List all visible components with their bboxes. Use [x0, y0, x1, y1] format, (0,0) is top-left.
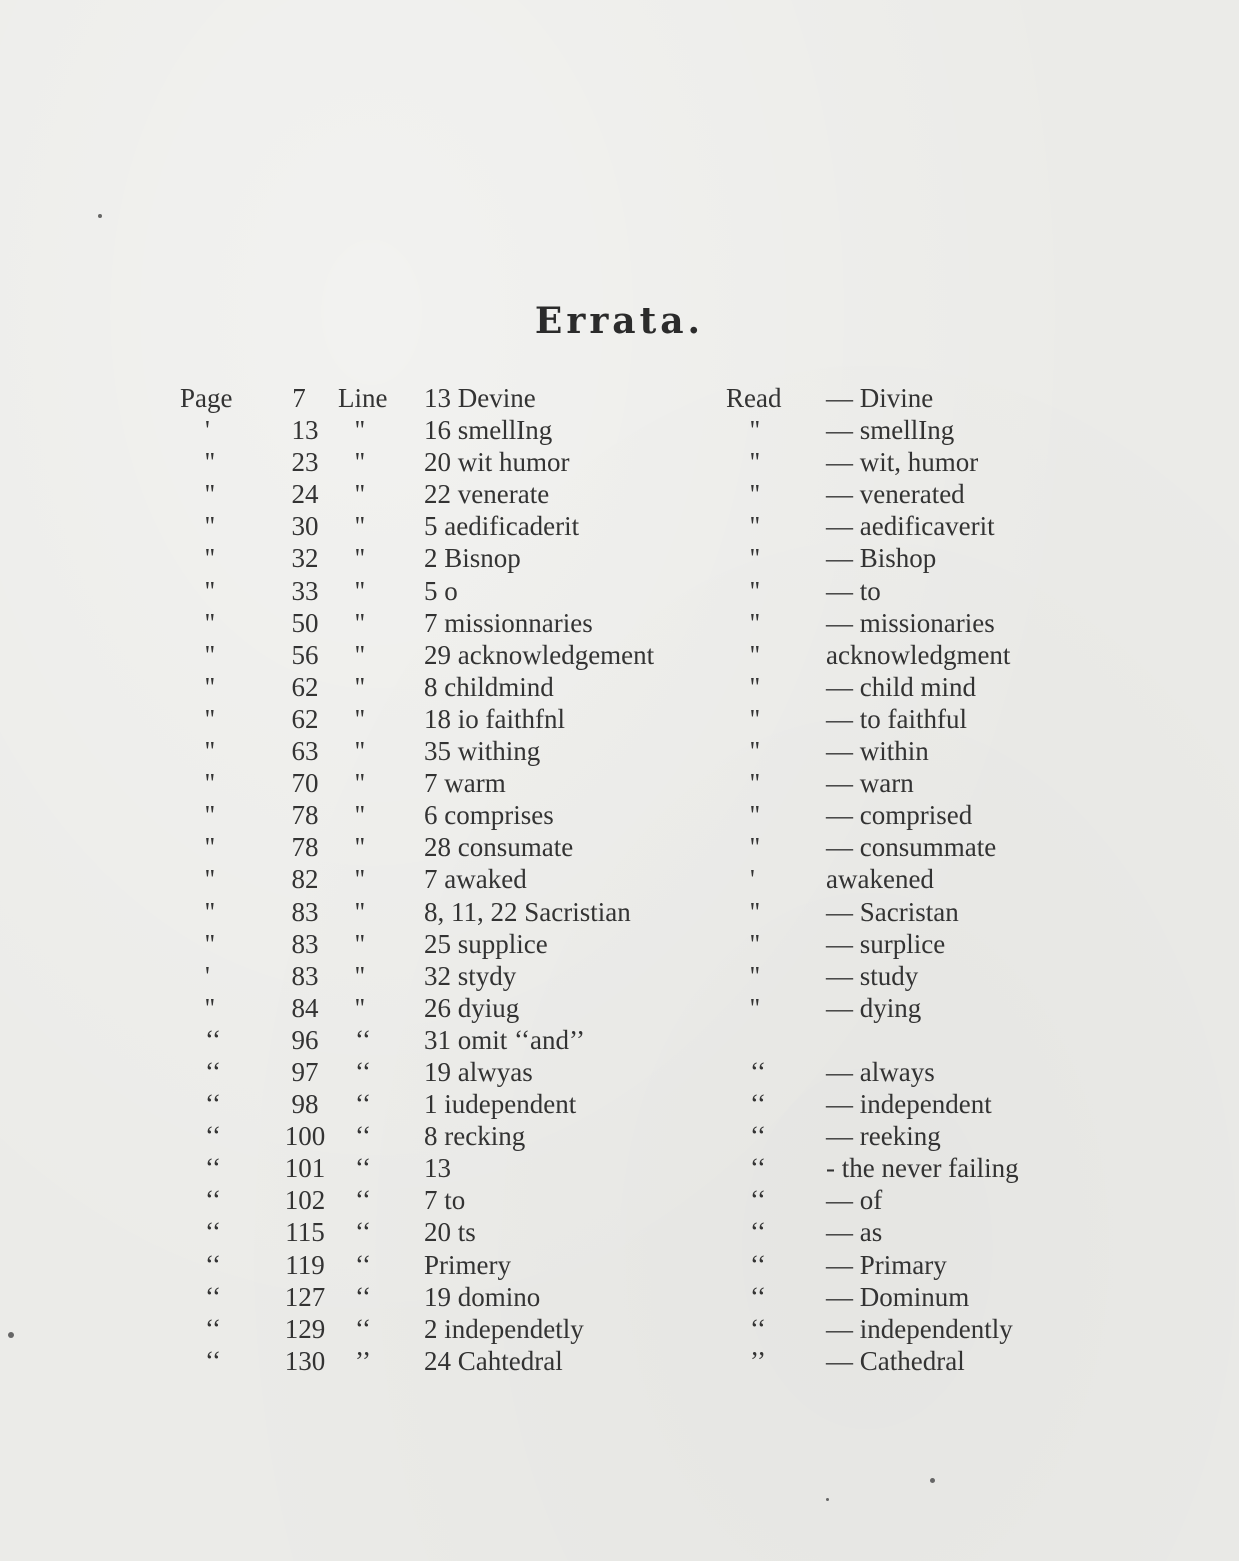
page-ditto-mark: ‘‘ [205, 1153, 221, 1184]
errata-correction: — study [826, 960, 919, 991]
errata-page-number: 102 [284, 1185, 326, 1216]
read-ditto-mark: ‘‘ [750, 1249, 766, 1280]
read-ditto-mark: '' [750, 992, 760, 1023]
errata-line-text: 7 awaked [424, 864, 527, 895]
read-ditto-mark: ‘‘ [750, 1153, 766, 1184]
errata-correction: — missionaries [826, 607, 995, 638]
errata-row [0, 928, 1239, 960]
errata-line-text: 5 aedificaderit [424, 511, 580, 542]
read-ditto-mark: '' [750, 703, 760, 734]
errata-line-text: 31 omit ‘‘and’’ [424, 1024, 585, 1055]
errata-line-text: 2 independetly [424, 1313, 584, 1344]
errata-page-number: 23 [291, 447, 319, 478]
errata-row [0, 671, 1239, 703]
page-ditto-mark: '' [205, 928, 215, 959]
read-ditto-mark: ' [750, 864, 755, 895]
errata-row [0, 414, 1239, 446]
page-ditto-mark: '' [205, 479, 215, 510]
errata-page-number: 78 [291, 800, 319, 831]
read-ditto-mark: '' [750, 607, 760, 638]
errata-line-text: 8, 11, 22 Sacristian [424, 896, 631, 927]
errata-line-text: 2 Bisnop [424, 543, 521, 574]
errata-row [0, 1281, 1239, 1313]
errata-row [0, 1120, 1239, 1152]
errata-page-number: 62 [291, 671, 319, 702]
errata-correction: acknowledgment [826, 639, 1011, 670]
read-ditto-mark: '' [750, 960, 760, 991]
line-ditto-mark: ‘‘ [355, 1056, 371, 1087]
errata-correction: awakened [826, 864, 934, 895]
line-label: Line [338, 383, 388, 413]
page-ditto-mark: '' [205, 703, 215, 734]
errata-row [0, 478, 1239, 510]
errata-correction: — independently [826, 1313, 1013, 1344]
errata-line-text: 20 wit humor [424, 447, 570, 478]
errata-correction: — reeking [826, 1121, 941, 1152]
line-ditto-mark: '' [355, 415, 365, 446]
errata-correction: — within [826, 736, 929, 767]
errata-correction: — consummate [826, 832, 997, 863]
errata-row [0, 1345, 1239, 1377]
errata-page-number: 24 [291, 479, 319, 510]
page-ditto-mark: ‘‘ [205, 1089, 221, 1120]
page-ditto-mark: ‘‘ [205, 1121, 221, 1152]
errata-line-text: 7 to [424, 1185, 466, 1216]
errata-correction: — to [826, 575, 881, 606]
read-ditto-mark: '' [750, 928, 760, 959]
read-ditto-mark: ‘‘ [750, 1185, 766, 1216]
read-ditto-mark: '' [750, 736, 760, 767]
errata-line-text: 22 venerate [424, 479, 550, 510]
line-ditto-mark: ‘‘ [355, 1281, 371, 1312]
page-ditto-mark: '' [205, 992, 215, 1023]
errata-row [0, 1056, 1239, 1088]
page-ditto-mark: ' [205, 415, 210, 446]
errata-correction: — Dominum [826, 1281, 970, 1312]
errata-correction: — warn [826, 768, 914, 799]
errata-correction: — comprised [826, 800, 973, 831]
read-ditto-mark: ‘‘ [750, 1313, 766, 1344]
errata-correction: — venerated [826, 479, 965, 510]
errata-row [0, 960, 1239, 992]
page-ditto-mark: ‘‘ [205, 1217, 221, 1248]
line-ditto-mark: '' [355, 864, 365, 895]
errata-line-text: 19 domino [424, 1281, 541, 1312]
page-ditto-mark: '' [205, 511, 215, 542]
line-ditto-mark: '' [355, 703, 365, 734]
errata-row [0, 1152, 1239, 1184]
errata-page-number: 96 [291, 1024, 319, 1055]
line-ditto-mark: '' [355, 447, 365, 478]
page-ditto-mark: ‘‘ [205, 1249, 221, 1280]
errata-row [0, 1184, 1239, 1216]
errata-line-text: 13 [424, 1153, 451, 1184]
errata-page-number: 33 [291, 575, 319, 606]
errata-row [0, 1313, 1239, 1345]
errata-page-number: 119 [285, 1249, 325, 1280]
errata-correction: — Divine [826, 383, 934, 413]
errata-page-number: 83 [291, 960, 319, 991]
page-ditto-mark: '' [205, 736, 215, 767]
errata-correction: — wit, humor [826, 447, 979, 478]
errata-page-number: 50 [291, 607, 319, 638]
line-ditto-mark: '' [355, 543, 365, 574]
errata-page-number: 98 [291, 1089, 319, 1120]
errata-row [0, 992, 1239, 1024]
errata-correction: - the never failing [826, 1153, 1019, 1184]
errata-row [0, 607, 1239, 639]
errata-row [0, 831, 1239, 863]
errata-correction: — Cathedral [826, 1345, 965, 1376]
line-ditto-mark: ‘‘ [355, 1121, 371, 1152]
errata-line-text: 32 stydy [424, 960, 517, 991]
errata-line-text: 20 ts [424, 1217, 476, 1248]
page-label: Page [180, 383, 233, 413]
line-ditto-mark: ‘‘ [355, 1313, 371, 1344]
errata-line-text: 25 supplice [424, 928, 548, 959]
errata-page-number: 78 [291, 832, 319, 863]
errata-correction: — always [826, 1056, 935, 1087]
errata-correction: — Bishop [826, 543, 937, 574]
line-ditto-mark: '' [355, 960, 365, 991]
ink-speck [930, 1478, 935, 1483]
errata-correction: — Sacristan [826, 896, 959, 927]
errata-page-number: 130 [284, 1345, 326, 1376]
errata-page-number: 56 [291, 639, 319, 670]
errata-page-number: 13 [291, 415, 319, 446]
line-ditto-mark: ‘‘ [355, 1249, 371, 1280]
read-ditto-mark: ‘‘ [750, 1056, 766, 1087]
line-ditto-mark: '' [355, 896, 365, 927]
read-ditto-mark: '' [750, 479, 760, 510]
page-ditto-mark: ‘‘ [205, 1056, 221, 1087]
read-ditto-mark: ‘‘ [750, 1121, 766, 1152]
read-ditto-mark: ‘‘ [750, 1281, 766, 1312]
page-ditto-mark: '' [205, 543, 215, 574]
line-ditto-mark: '' [355, 479, 365, 510]
line-ditto-mark: '' [355, 800, 365, 831]
errata-correction: — as [826, 1217, 883, 1248]
line-ditto-mark: '' [355, 992, 365, 1023]
line-ditto-mark: '' [355, 639, 365, 670]
page-ditto-mark: '' [205, 447, 215, 478]
ink-speck [826, 1498, 829, 1501]
errata-line-text: 19 alwyas [424, 1056, 533, 1087]
errata-row [0, 1249, 1239, 1281]
errata-row [0, 1216, 1239, 1248]
line-ditto-mark: ’’ [355, 1345, 371, 1376]
line-ditto-mark: ‘‘ [355, 1185, 371, 1216]
errata-line-text: 6 comprises [424, 800, 554, 831]
errata-line-text: 8 recking [424, 1121, 526, 1152]
line-ditto-mark: '' [355, 736, 365, 767]
page-ditto-mark: '' [205, 800, 215, 831]
page-ditto-mark: '' [205, 575, 215, 606]
page-ditto-mark: '' [205, 768, 215, 799]
errata-line-text: 1 iudependent [424, 1089, 577, 1120]
errata-line-text: 26 dyiug [424, 992, 520, 1023]
errata-correction: — aedificaverit [826, 511, 995, 542]
errata-page-number: 62 [291, 703, 319, 734]
read-label: Read [726, 383, 782, 413]
errata-correction: — of [826, 1185, 883, 1216]
errata-line-text: 8 childmind [424, 671, 554, 702]
errata-row [0, 446, 1239, 478]
errata-page-number: 84 [291, 992, 319, 1023]
read-ditto-mark: '' [750, 800, 760, 831]
errata-page-number: 63 [291, 736, 319, 767]
errata-page-number: 115 [285, 1217, 325, 1248]
read-ditto-mark: '' [750, 639, 760, 670]
errata-page-number: 101 [284, 1153, 326, 1184]
line-ditto-mark: '' [355, 575, 365, 606]
errata-line-text: 24 Cahtedral [424, 1345, 563, 1376]
errata-line-text: 28 consumate [424, 832, 574, 863]
line-ditto-mark: '' [355, 832, 365, 863]
line-ditto-mark: '' [355, 671, 365, 702]
errata-row [0, 767, 1239, 799]
errata-correction: — smellIng [826, 415, 955, 446]
errata-table [0, 382, 1239, 1377]
errata-page-number: 30 [291, 511, 319, 542]
read-ditto-mark: ’’ [750, 1345, 766, 1376]
read-ditto-mark: ‘‘ [750, 1089, 766, 1120]
page-ditto-mark: ' [205, 960, 210, 991]
errata-page-number: 127 [284, 1281, 326, 1312]
errata-row [0, 542, 1239, 574]
page-ditto-mark: ‘‘ [205, 1313, 221, 1344]
errata-correction: — to faithful [826, 703, 967, 734]
errata-page-number: 100 [284, 1121, 326, 1152]
errata-row [0, 1024, 1239, 1056]
page-ditto-mark: ‘‘ [205, 1345, 221, 1376]
errata-row [0, 863, 1239, 895]
errata-row [0, 703, 1239, 735]
errata-row [0, 896, 1239, 928]
errata-page-number: 32 [291, 543, 319, 574]
ink-speck [98, 214, 102, 218]
errata-page-number: 83 [291, 928, 319, 959]
read-ditto-mark: '' [750, 896, 760, 927]
errata-correction: — child mind [826, 671, 976, 702]
errata-page-number: 129 [284, 1313, 326, 1344]
read-ditto-mark: '' [750, 575, 760, 606]
line-ditto-mark: ‘‘ [355, 1024, 371, 1055]
errata-page-number: 7 [292, 383, 306, 413]
read-ditto-mark: '' [750, 768, 760, 799]
read-ditto-mark: '' [750, 832, 760, 863]
read-ditto-mark: '' [750, 671, 760, 702]
page-ditto-mark: ‘‘ [205, 1185, 221, 1216]
line-ditto-mark: ‘‘ [355, 1217, 371, 1248]
read-ditto-mark: ‘‘ [750, 1217, 766, 1248]
line-ditto-mark: '' [355, 768, 365, 799]
errata-correction: — dying [826, 992, 922, 1023]
errata-line-text: 16 smellIng [424, 415, 553, 446]
read-ditto-mark: '' [750, 415, 760, 446]
page-ditto-mark: ‘‘ [205, 1281, 221, 1312]
errata-row [0, 735, 1239, 767]
errata-line-text: 13 Devine [424, 383, 536, 413]
errata-correction: — Primary [826, 1249, 947, 1280]
line-ditto-mark: '' [355, 511, 365, 542]
errata-row [0, 510, 1239, 542]
errata-line-text: 7 missionnaries [424, 607, 593, 638]
line-ditto-mark: ‘‘ [355, 1089, 371, 1120]
errata-page-number: 82 [291, 864, 319, 895]
line-ditto-mark: '' [355, 607, 365, 638]
errata-line-text: 35 withing [424, 736, 541, 767]
errata-line-text: 18 io faithfnl [424, 703, 565, 734]
errata-row [0, 1088, 1239, 1120]
errata-row [0, 575, 1239, 607]
errata-correction: — independent [826, 1089, 992, 1120]
page-ditto-mark: '' [205, 896, 215, 927]
line-ditto-mark: ‘‘ [355, 1153, 371, 1184]
page-ditto-mark: '' [205, 607, 215, 638]
errata-page-number: 83 [291, 896, 319, 927]
page-ditto-mark: '' [205, 832, 215, 863]
errata-page-number: 70 [291, 768, 319, 799]
errata-header-row [0, 382, 1239, 414]
page-ditto-mark: '' [205, 671, 215, 702]
read-ditto-mark: '' [750, 543, 760, 574]
errata-line-text: Primery [424, 1249, 511, 1280]
page-ditto-mark: '' [205, 639, 215, 670]
errata-line-text: 29 acknowledgement [424, 639, 655, 670]
errata-page-number: 97 [291, 1056, 319, 1087]
errata-row [0, 799, 1239, 831]
read-ditto-mark: '' [750, 447, 760, 478]
errata-correction: — surplice [826, 928, 946, 959]
page-ditto-mark: ‘‘ [205, 1024, 221, 1055]
line-ditto-mark: '' [355, 928, 365, 959]
read-ditto-mark: '' [750, 511, 760, 542]
errata-line-text: 7 warm [424, 768, 506, 799]
errata-line-text: 5 o [424, 575, 458, 606]
errata-title: Errata. [534, 300, 705, 342]
page-ditto-mark: '' [205, 864, 215, 895]
errata-row [0, 639, 1239, 671]
